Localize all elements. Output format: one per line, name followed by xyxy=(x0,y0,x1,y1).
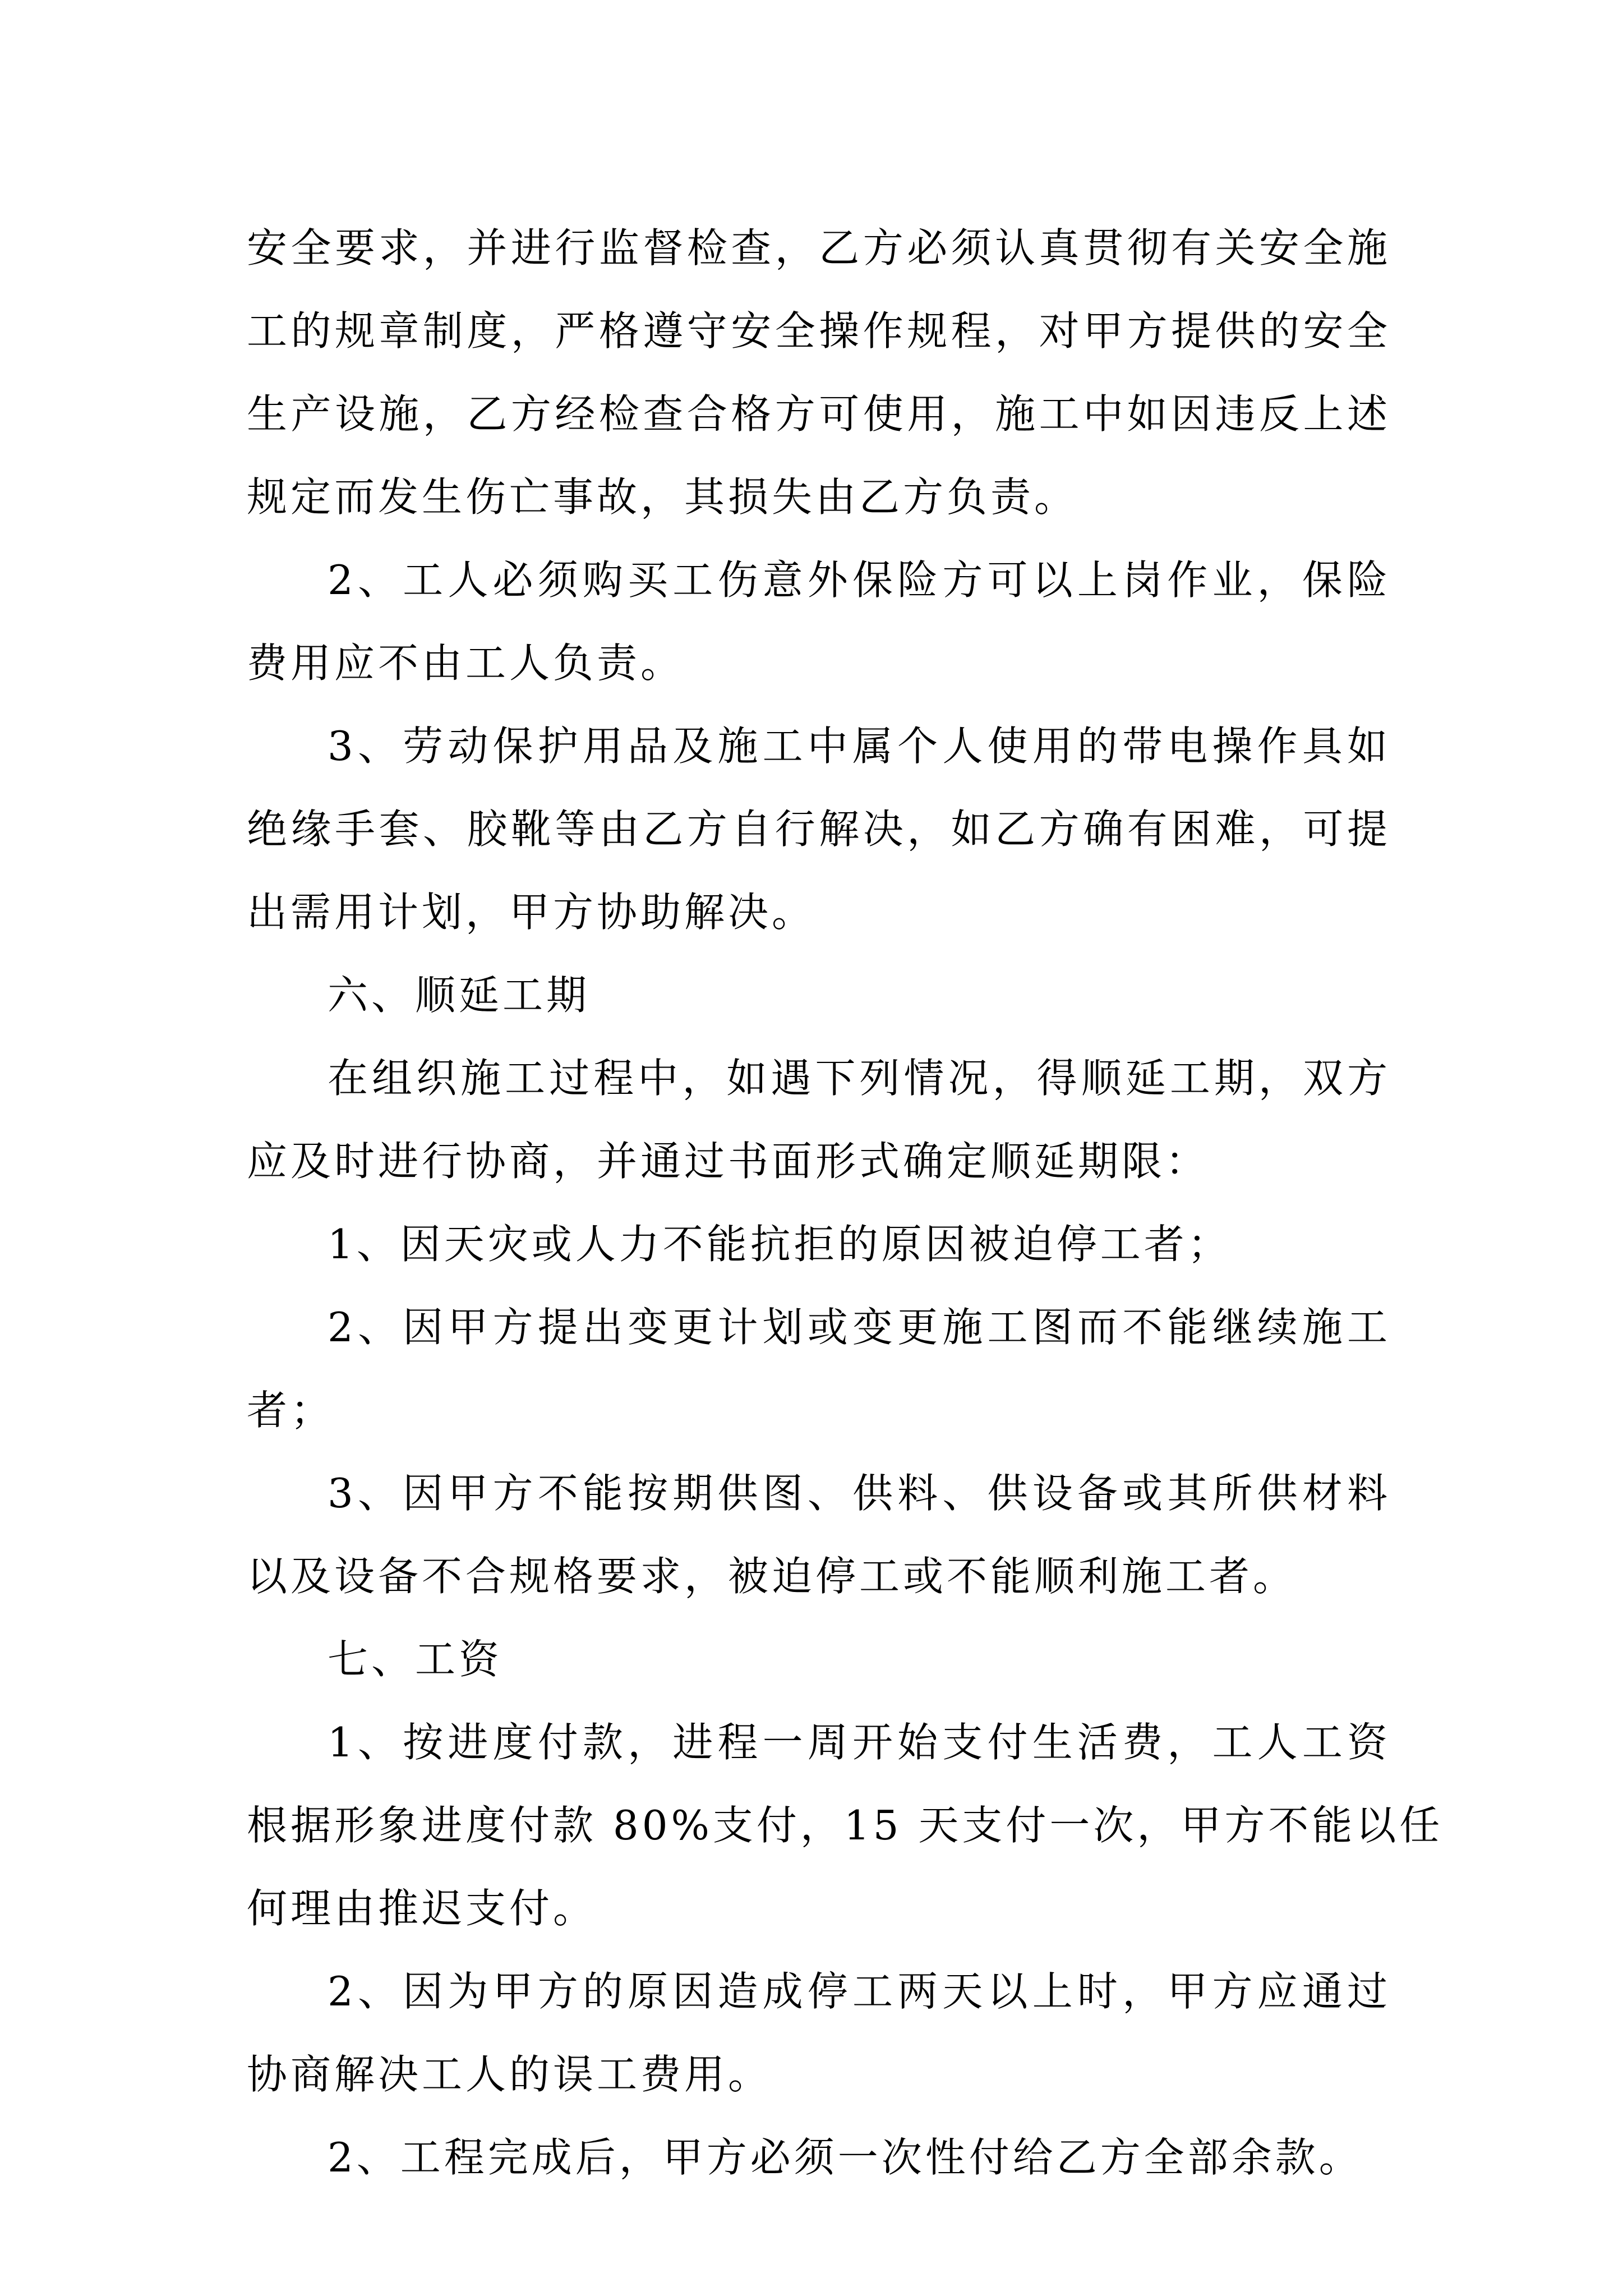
text-line: 规定而发生伤亡事故，其损失由乙方负责。 xyxy=(247,473,1078,521)
text-line: 根据形象进度付款 80%支付，15 天支付一次，甲方不能以任 xyxy=(247,1802,1444,1849)
text-line: 应及时进行协商，并通过书面形式确定顺延期限： xyxy=(247,1138,1210,1185)
section-heading: 六、顺延工期 xyxy=(328,972,591,1019)
text-line: 生产设施，乙方经检查合格方可使用，施工中如因违反上述 xyxy=(247,390,1391,438)
text-line: 1、因天灾或人力不能抗拒的原因被迫停工者； xyxy=(328,1221,1232,1268)
text-line: 1、按进度付款，进程一周开始支付生活费，工人工资 xyxy=(328,1719,1391,1766)
text-line: 出需用计划，甲方协助解决。 xyxy=(247,889,816,936)
text-line: 绝缘手套、胶靴等由乙方自行解决，如乙方确有困难，可提 xyxy=(247,806,1391,853)
text-line: 在组织施工过程中，如遇下列情况，得顺延工期，双方 xyxy=(328,1055,1391,1102)
text-line: 2、工人必须购买工伤意外保险方可以上岗作业，保险 xyxy=(328,556,1391,604)
document-body xyxy=(247,206,1444,2199)
text-line: 工的规章制度，严格遵守安全操作规程，对甲方提供的安全 xyxy=(247,307,1391,355)
text-line: 安全要求，并进行监督检查，乙方必须认真贯彻有关安全施 xyxy=(247,224,1391,272)
section-heading: 七、工资 xyxy=(328,1636,503,1683)
text-line: 费用应不由工人负责。 xyxy=(247,639,685,687)
text-line: 2、工程完成后，甲方必须一次性付给乙方全部余款。 xyxy=(328,2134,1363,2181)
text-line: 2、因甲方提出变更计划或变更施工图而不能继续施工 xyxy=(328,1304,1391,1351)
text-line: 以及设备不合规格要求，被迫停工或不能顺利施工者。 xyxy=(247,1553,1297,1600)
text-line: 何理由推迟支付。 xyxy=(247,1885,597,1932)
text-line: 3、因甲方不能按期供图、供料、供设备或其所供材料 xyxy=(328,1470,1391,1517)
text-line: 2、因为甲方的原因造成停工两天以上时，甲方应通过 xyxy=(328,1968,1391,2015)
text-line: 协商解决工人的误工费用。 xyxy=(247,2051,772,2098)
text-line: 者； xyxy=(247,1387,335,1434)
text-line: 3、劳动保护用品及施工中属个人使用的带电操作具如 xyxy=(328,723,1391,770)
